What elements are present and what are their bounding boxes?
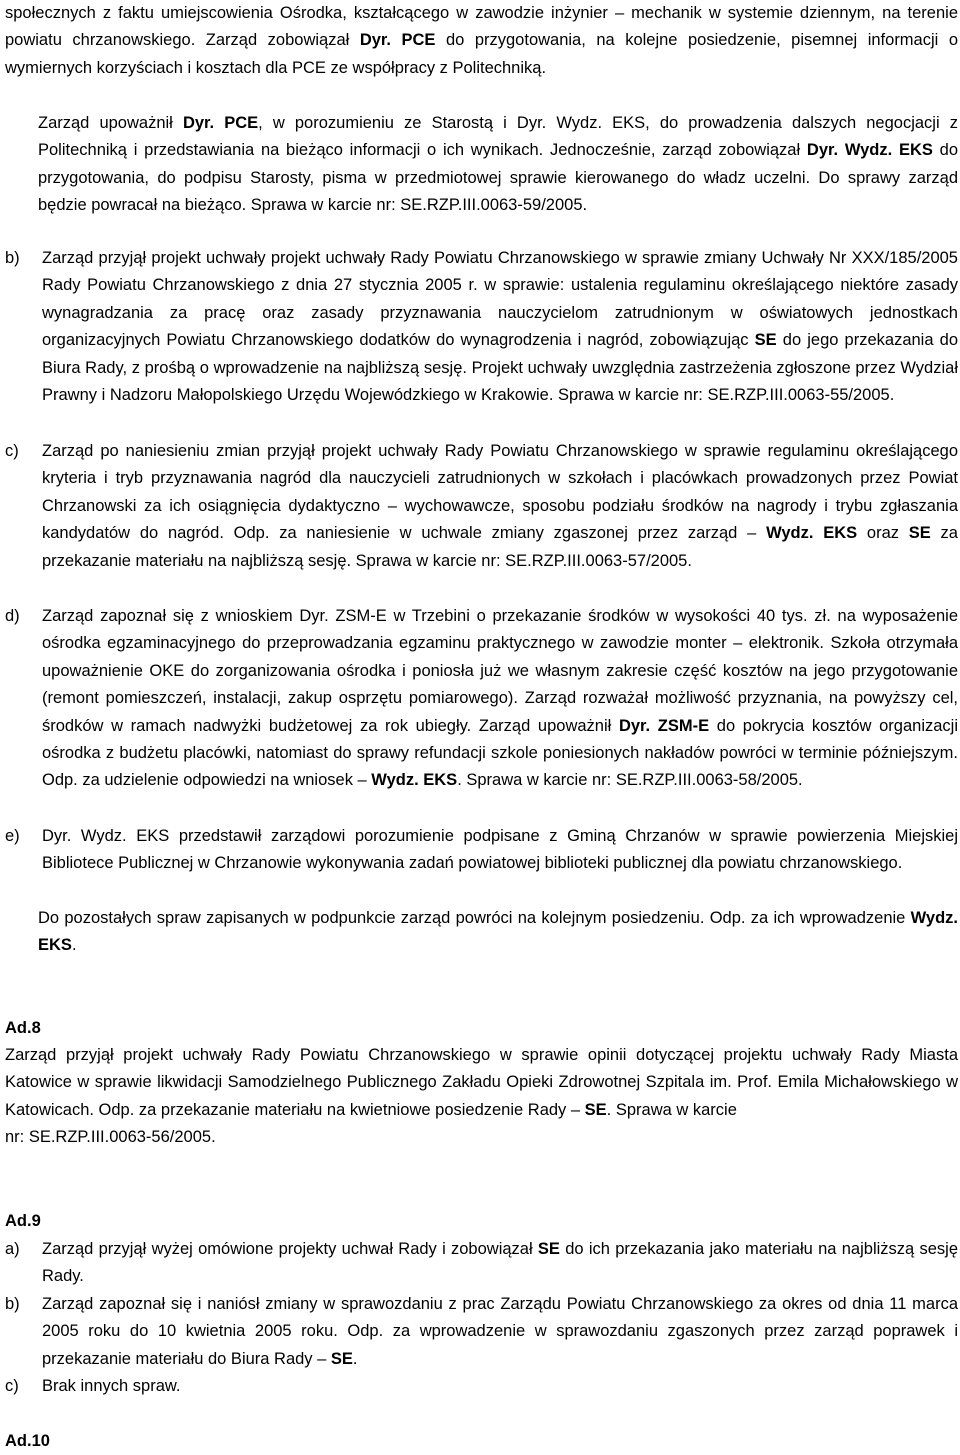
text-run: Zarząd przyjął projekt uchwały Rady Powiatu Chrzanowskiego w sprawie opinii dotyczącej projektu uchwały Rady Miasta Katowice w sprawie likwidacji Samodzielnego Publicznego Zakładu Opieki Zdrowotnej Szpitala im. Prof. Emila Michałowskiego w Katowicach. Odp. za przekazanie materiału na kwietniowe posiedzenie Rady – [5,1046,958,1119]
text-run: Zarząd przyjął wyżej omówione projekty uchwał Rady i zobowiązał [42,1240,538,1258]
list-item-label: a) [5,1240,20,1258]
item-e [5,823,958,878]
text-run: Zarząd upoważnił [38,114,183,132]
text-run: do przygotowania, do podpisu Starosty, pisma w przedmiotowej sprawie kierowanego do władz uczelni. Do sprawy zarząd będzie powracał na bieżąco. Sprawa w karcie nr: SE.RZP.III.0063-59/2005. [38,141,958,215]
list-item-text [42,823,958,878]
ad9-item-c [5,1373,958,1400]
text-run: Zarząd przyjął projekt uchwały projekt uchwały Rady Powiatu Chrzanowskiego w sprawie zmiany Uchwały Nr XXX/185/2005 Rady Powiatu Chrzanowskiego z dnia 27 stycznia 2005 r. w sprawie: ustalenia regulaminu określającego niektóre zasady wynagradzania za pracę oraz zasady przyznawania nauczycielom zatrudnionym w oświatowych jednostkach organizacyjnych Powiatu Chrzanowskiego dodatków do wynagrodzenia i nagród, zobowiązując [42,249,958,350]
ad8-body [5,1042,958,1124]
list-item-text [42,1236,958,1291]
text-run: za przekazanie materiału na najbliższą sesję. Sprawa w karcie nr: SE.RZP.III.0063-57/2005. [42,524,958,570]
item-b [5,245,958,409]
item-e-continuation [38,905,958,960]
text-run: do ich przekazania jako materiału na najbliższą sesję Rady. [42,1240,958,1286]
text-run: . [352,1349,358,1368]
text-run: . Sprawa w karcie [606,1100,737,1119]
bold-text-run: Wydz. EKS [371,771,458,790]
item-d [5,603,958,795]
text-run: oraz [857,524,909,543]
bold-text-run: Dyr. PCE [182,114,259,132]
bold-text-run: Wydz. EKS [38,909,958,955]
text-run: . Sprawa w karcie nr: SE.RZP.III.0063-58/2005. [457,771,803,790]
list-item-label: c) [5,442,19,460]
list-item-text [42,245,958,409]
text-run: do przygotowania, na kolejne posiedzenie, pisemnej informacji o wymiernych korzyściach i kosztach dla PCE ze współpracy z Politechniką. [5,31,959,77]
item-c [5,438,958,575]
list-item-label: c) [5,1377,19,1395]
paragraph-intro [5,0,958,82]
list-item-label: e) [5,827,20,845]
list-item-text [42,1373,958,1400]
bold-text-run: SE [584,1100,607,1119]
text-run: Zarząd zapoznał się z wnioskiem Dyr. ZSM-E w Trzebini o przekazanie środków w wysokości 40 tys. zł. na wyposażenie ośrodka egzaminacyjnego do przeprowadzania egzaminu praktycznego w zawodzie monter – elektronik. Szkoła otrzymała upoważnienie OKE do zorganizowania ośrodka i poniosła już we własnym zakresie część kosztów na jego przygotowanie (remont pomieszczeń, instalacji, zakup osprzętu pomiarowego). Zarząd rozważał możliwość przyznania, na powyższy cel, środków w ramach nadwyżki budżetowej za rok ubiegły. Zarząd upoważnił [42,607,958,735]
paragraph-intro-authorization [38,110,958,220]
bold-text-run: SE [330,1349,353,1368]
text-run: nr: SE.RZP.III.0063-56/2005. [5,1128,216,1146]
list-item-text [42,1291,958,1373]
text-run: do pokrycia kosztów organizacji ośrodka z budżetu placówki, natomiast do sprawy refundacji szkole poniesionych nakładów powróci w terminie późniejszym. Odp. za udzielenie odpowiedzi na wniosek – [42,716,958,790]
section-heading-ad8: Ad.8 [5,1019,41,1037]
text-run: Zarząd zapoznał się i naniósł zmiany w sprawozdaniu z prac Zarządu Powiatu Chrzanowskiego za okres od dnia 11 marca 2005 roku do 10 kwietnia 2005 roku. Odp. za wprowadzenie w sprawozdaniu zgaszonych przez zarząd poprawek i przekazanie materiału do Biura Rady – [42,1295,958,1368]
bold-text-run: SE [908,524,931,543]
list-item-text [42,603,958,795]
text-run: społecznych z faktu umiejscowienia Ośrodka, kształcącego w zawodzie inżynier – mechanik w systemie dziennym, na terenie powiatu chrzanowskiego. Zarząd zobowiązał [5,4,958,50]
text-run: Zarząd po naniesieniu zmian przyjął projekt uchwały Rady Powiatu Chrzanowskiego w sprawie regulaminu określającego kryteria i tryb przyznawania nagród dla nauczycieli zatrudnionych w szkołach i placówkach prowadzonych przez Powiat Chrzanowski za ich osiągnięcia dydaktyczno – wychowawcze, sposobu podziału środków na nagrody i trybu zgłaszania kandydatów do nagród. Odp. za naniesienie w uchwale zmiany zgaszonej przez zarząd – [42,442,958,543]
text-run: Dyr. Wydz. EKS przedstawił zarządowi porozumienie podpisane z Gminą Chrzanów w sprawie powierzenia Miejskiej Bibliotece Publicznej w Chrzanowie wykonywania zadań powiatowej biblioteki publicznej dla powiatu chrzanowskiego. [42,827,958,873]
text-run: Do pozostałych spraw zapisanych w podpunkcie zarząd powróci na kolejnym posiedzeniu. Odp. za ich wprowadzenie [38,909,911,927]
section-heading-ad10: Ad.10 [5,1432,50,1450]
list-item-label: b) [5,249,20,267]
ad9-item-b [5,1291,958,1373]
list-item-label: b) [5,1295,20,1313]
bold-text-run: Wydz. EKS [766,524,858,543]
ad9-item-a [5,1236,958,1291]
bold-text-run: Dyr. PCE [359,31,436,50]
bold-text-run: SE [537,1240,560,1258]
list-item-text [42,438,958,575]
bold-text-run: SE [754,331,777,350]
text-run: do jego przekazania do Biura Rady, z prośbą o wprowadzenie na najbliższą sesję. Projekt uchwały uwzględnia zastrzeżenia zgłoszone przez Wydział Prawny i Nadzoru Małopolskiego Urzędu Wojewódzkiego w Krakowie. Sprawa w karcie nr: SE.RZP.III.0063-55/2005. [42,331,958,405]
bold-text-run: Dyr. ZSM-E [618,716,710,735]
ad8-case-number [5,1124,958,1151]
text-run: Brak innych spraw. [42,1377,181,1395]
text-run: , w porozumieniu ze Starostą i Dyr. Wydz. EKS, do prowadzenia dalszych negocjacji z Politechniką i przedstawiania na bieżąco informacji o ich wynikach. Jednocześnie, zarząd zobowiązał [38,114,958,160]
bold-text-run: Dyr. Wydz. EKS [806,141,933,160]
section-heading-ad9: Ad.9 [5,1212,41,1230]
list-item-label: d) [5,607,20,625]
text-run: . [71,936,77,955]
